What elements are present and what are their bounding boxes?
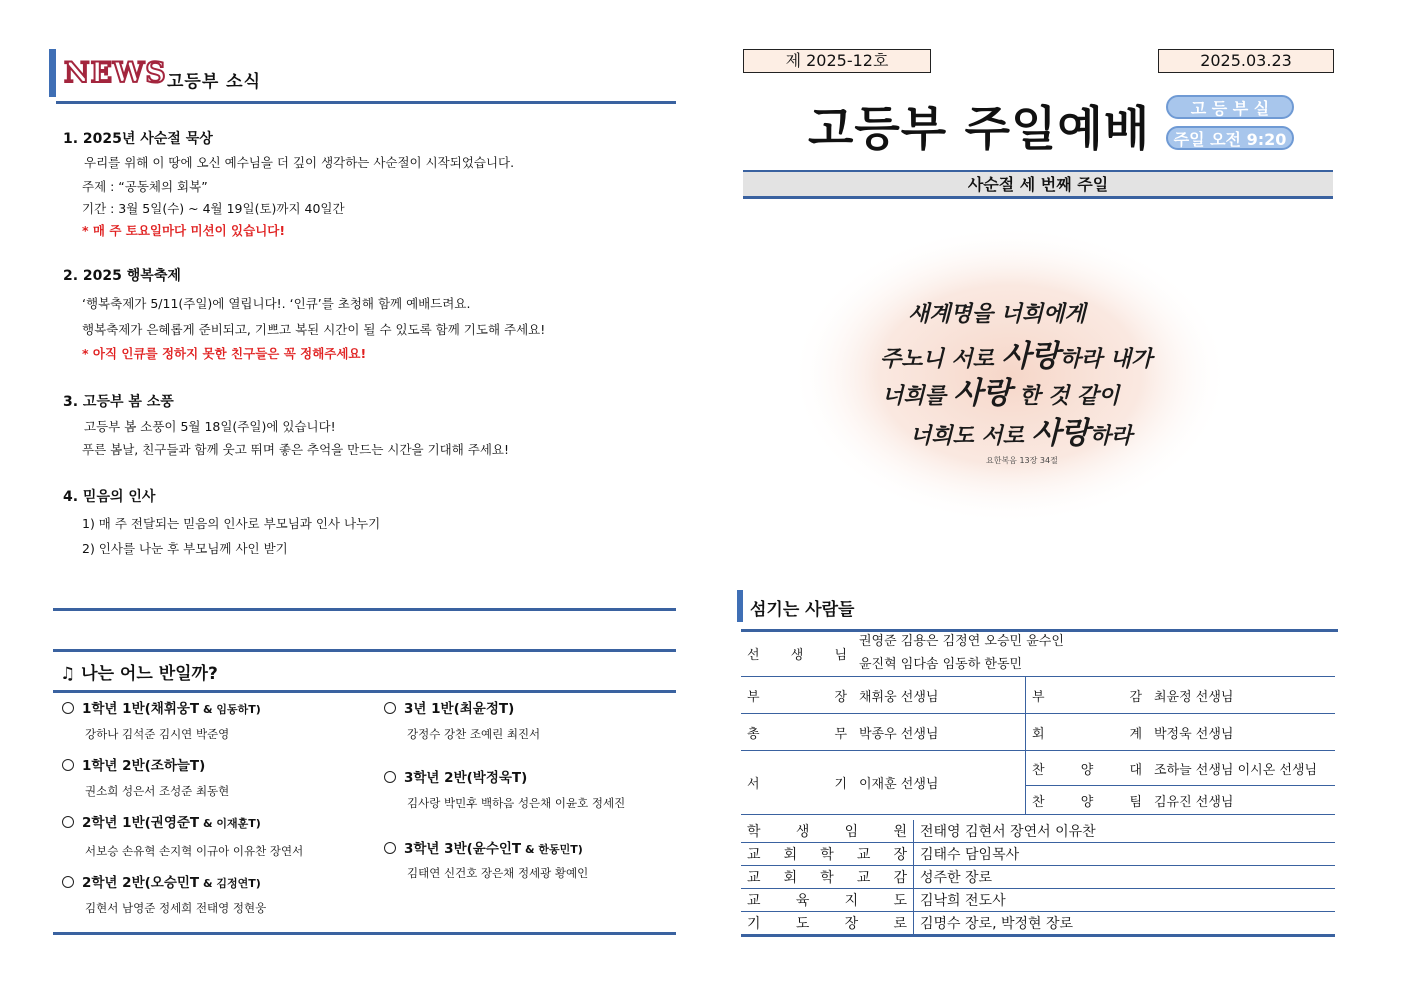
section-3-line-1: 고등부 봄 소풍이 5월 18일(주일)에 있습니다! [84,419,336,434]
section-2-title: 2. 2025 행복축제 [63,268,181,284]
table-row [741,889,1335,912]
bell-icon: ♫ [60,664,76,684]
section-1-note: * 매 주 토요일마다 미션이 있습니다! [82,223,286,238]
issue-number: 제 2025-12호 [743,49,931,73]
section-4-line-1: 1) 매 주 전달되는 믿음의 인사로 부모님과 인사 나누기 [82,516,381,531]
seogi-value: 이재훈 선생님 [853,751,1026,815]
sunday-subtitle: 사순절 세 번째 주일 [743,170,1333,199]
class-1-2-title: 1학년 2반(조하늘T) [62,754,205,774]
verse-line-4: 너희도 서로 사랑하라 [910,416,1133,451]
supervisor-label: 교 회 학 교 감 [747,870,907,886]
table-row [741,866,1335,889]
class-3-3-members: 김태연 신건호 장은채 정세광 황예인 [407,866,589,880]
issue-date: 2025.03.23 [1158,49,1334,73]
verse-line-1: 새계명을 너희에게 [908,301,1086,327]
class-2-1-members: 서보승 손유혁 손지혁 이규아 이유찬 장연서 [85,844,304,858]
prayer-label: 기 도 장 로 [747,916,907,932]
serve-heading: 섬기는 사람들 [750,600,855,620]
table-row [741,751,1335,786]
section-1-line-2: 주제 : “공동체의 회복” [82,179,208,194]
education-value: 김낙희 전도사 [914,889,1336,912]
news-heading: 고등부 소식 [167,72,262,92]
svg-text:NEWS: NEWS [64,56,167,89]
table-row [741,677,1335,714]
left-bottom-divider [53,932,676,935]
section-1-line-1: 우리를 위해 이 땅에 오신 예수님을 더 깊이 생각하는 사순절이 시작되었습니다. [84,155,515,170]
circle-bullet-icon [384,771,396,783]
students-value: 전태영 김현서 장연서 이유찬 [914,820,1336,843]
section-4-line-2: 2) 인사를 나눈 후 부모님께 사인 받기 [82,541,288,556]
class-heading-divider [53,690,676,693]
serve-table [741,630,1335,815]
section-2-line-1: ‘행복축제가 5/11(주일)에 열립니다!. ‘인큐’를 초청해 함께 예배드려요. [82,296,471,311]
seogi-label: 서 기 [747,777,847,792]
class-3-1-members: 강정수 강찬 조예린 최진서 [407,727,541,741]
serve-table-lower [741,820,1335,937]
education-label: 교 육 지 도 [747,893,907,909]
class-2-2-members: 김현서 남영준 정세희 전태영 정현웅 [85,901,267,915]
class-3-2-members: 김사랑 박민후 백하음 성은채 이윤호 정세진 [407,796,626,810]
circle-bullet-icon [384,702,396,714]
section-4-title: 4. 믿음의 인사 [63,489,156,505]
supervisor-value: 성주한 장로 [914,866,1336,889]
teachers-label: 선 생 님 [747,647,847,663]
table-row [741,820,1335,843]
circle-bullet-icon [62,876,74,888]
circle-bullet-icon [62,759,74,771]
class-1-1-members: 강하나 김석준 김시연 박준영 [85,727,230,741]
verse-reference: 요한복음 13장 34절 [986,456,1058,465]
news-divider [56,101,676,104]
section-1-line-3: 기간 : 3월 5일(수) ~ 4월 19일(토)까지 40일간 [82,201,345,216]
circle-bullet-icon [62,816,74,828]
chongmu-value: 박종우 선생님 [853,714,1026,751]
students-label: 학 생 임 원 [747,824,907,840]
table-row [741,630,1335,677]
class-heading: ♫ 나는 어느 반일까? [60,664,218,684]
section-divider [53,608,676,611]
chanyangtim-value: 김유진 선생님 [1148,786,1335,815]
verse-line-3: 너희를 사랑 한 것 같이 [882,376,1120,411]
place-badge: 고 등 부 실 [1166,95,1294,119]
chanyangdae-value: 조하늘 선생님 이시온 선생님 [1148,751,1335,786]
bujang-label: 부 장 [747,689,847,705]
principal-value: 김태수 담임목사 [914,843,1336,866]
class-2-2-title: 2학년 2반(오승민T & 김정연T) [62,871,261,891]
bujang-value: 채휘웅 선생님 [853,677,1026,714]
chanyangdae-label: 찬 양 대 [1032,762,1142,778]
table-row [741,843,1335,866]
hoegye-label: 회 계 [1032,726,1142,742]
class-3-1-title: 3년 1반(최윤정T) [384,697,514,717]
class-3-2-title: 3학년 2반(박정욱T) [384,766,527,786]
section-2-line-2: 행복축제가 은혜롭게 준비되고, 기쁘고 복된 시간이 될 수 있도록 함께 기도해 주세요! [82,322,546,337]
principal-label: 교 회 학 교 장 [747,847,907,863]
page-title: 고등부 주일예배 [808,102,1151,157]
news-accent-bar [49,49,56,97]
section-3-line-2: 푸른 봄날, 친구들과 함께 웃고 뛰며 좋은 추억을 만드는 시간을 기대해 주세요! [82,442,510,457]
circle-bullet-icon [62,702,74,714]
class-1-1-title: 1학년 1반(채휘웅T & 임동하T) [62,697,261,717]
class-2-1-title: 2학년 1반(권영준T & 이재훈T) [62,811,261,831]
hoegye-value: 박정욱 선생님 [1148,714,1335,751]
class-3-3-title: 3학년 3반(윤수인T & 한동민T) [384,837,583,857]
chongmu-label: 총 무 [747,726,847,742]
bugam-label: 부 감 [1032,689,1142,705]
verse-line-2: 주노니 서로 사랑하라 내가 [880,339,1153,374]
section-1-title: 1. 2025년 사순절 묵상 [63,131,213,147]
serve-accent-bar [737,590,743,622]
table-row [741,912,1335,936]
class-1-2-members: 권소희 성은서 조성준 최동현 [85,784,230,798]
table-row [741,714,1335,751]
chanyangtim-label: 찬 양 팀 [1032,794,1142,810]
prayer-value: 김명수 장로, 박정현 장로 [914,912,1336,936]
bugam-value: 최윤정 선생님 [1148,677,1335,714]
class-top-divider [53,649,676,652]
teachers-line-2: 윤진혁 임다솜 임동하 한동민 [859,657,1023,672]
section-3-title: 3. 고등부 봄 소풍 [63,394,174,410]
news-logo [62,54,167,90]
teachers-line-1: 권영준 김용은 김정연 오승민 윤수인 [859,634,1064,649]
time-badge: 주일 오전 9:20 [1166,126,1294,150]
verse-artwork [790,225,1230,525]
circle-bullet-icon [384,842,396,854]
section-2-note: * 아직 인큐를 정하지 못한 친구들은 꼭 정해주세요! [82,346,367,361]
